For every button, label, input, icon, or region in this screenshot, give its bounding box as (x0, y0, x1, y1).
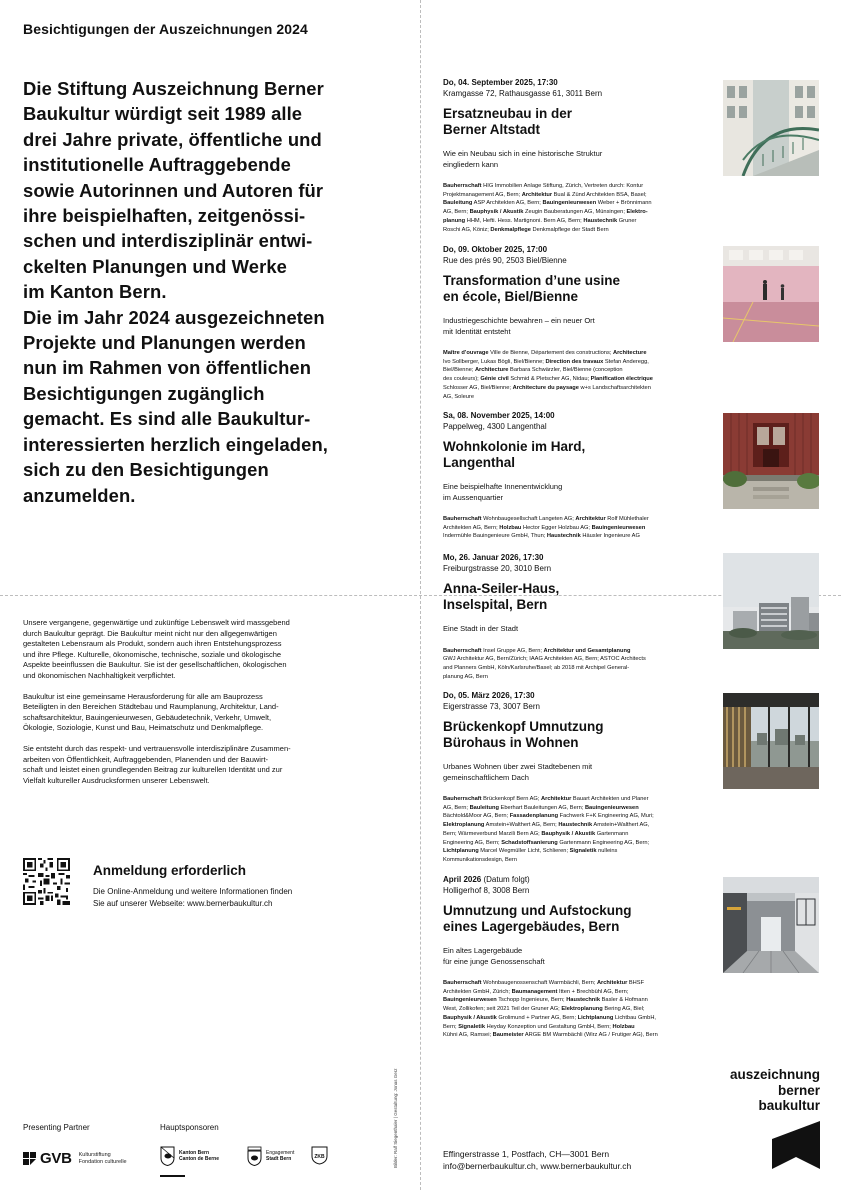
credit-role: Fassadenplanung (509, 813, 559, 820)
stadt-bern-logo[interactable] (247, 1146, 294, 1166)
credit-name: Bern; (443, 1023, 459, 1030)
event-card (443, 875, 715, 1040)
credit-name: Wohnbaugesellschaft Langeten AG; (481, 516, 576, 522)
credit-name: Zeugin Bauberatungen AG, Münsingen; (523, 209, 627, 216)
credit-name: Engineering AG, Bern; (443, 839, 502, 846)
event-title-line: Wohnkolonie im Hard, (443, 439, 586, 454)
event-title (443, 273, 715, 304)
event-date-note: (Datum folgt) (481, 875, 530, 884)
event-title-line: Brückenkopf Umnutzung (443, 719, 604, 734)
event-date (443, 875, 715, 886)
credit-name: Projektmanagement AG, Bern; (443, 191, 522, 198)
event-credits (443, 349, 715, 401)
brand-line: berner (777, 1082, 820, 1098)
credit-name: Bern; Wärmeverbund Marzili Bern AG; (443, 830, 542, 837)
text-line: Vielfalt kultureller Ausdrucksformen unserer Lebenswelt. (23, 775, 210, 785)
credit-line (443, 655, 715, 664)
credit-name: AG, Bern; (443, 209, 470, 216)
event-title (443, 581, 715, 612)
credit-line (443, 830, 715, 839)
credit-name: Marcel Wegmüller Licht, Schlieren; (478, 848, 570, 855)
event-date-value: April 2026 (443, 875, 482, 884)
event-subtitle-line: Industriegeschichte bewahren – ein neuer Ort (443, 316, 595, 325)
text-line: Ökologie, Soziologie, Kunst und Bau, Heimatschutz und Denkmalpflege. (23, 723, 264, 732)
credit-line (443, 208, 715, 217)
credit-line (443, 673, 715, 682)
credit-name: Eberhart Bauleitungen AG, Bern; (498, 804, 585, 811)
credit-role: Architektur und Gesamtplanung (543, 647, 631, 654)
credit-role: Holzbau (499, 524, 522, 531)
credit-role: Elektroplanung (561, 1006, 603, 1013)
event-date: Do, 05. März 2026, 17:30 (443, 691, 535, 700)
credit-line (443, 1005, 715, 1014)
credit-line (443, 795, 715, 804)
credit-name: HHM, Hefti. Hess. Martignoni. Bern AG, Bern; (465, 217, 584, 224)
event-subtitle-line: Eine beispielhafte Innenentwicklung (443, 482, 563, 491)
intro-line: Projekte und Planungen werden (23, 332, 306, 354)
credit-role: Bauphysik / Akustik (443, 1014, 497, 1021)
credit-role: Maître d’ouvrage (443, 350, 489, 356)
credit-name: Ivo Sollberger, Lukas Bögli, Biel/Bienne; (443, 358, 546, 365)
credit-name: Bauart Architekten und Planer (571, 796, 649, 802)
credit-name: Fachwerk F+K Engineering AG, Muri; (558, 813, 654, 820)
event-subtitle-line: Urbanes Wohnen über zwei Stadtebenen mit (443, 762, 593, 771)
credit-name: AG, Soleure (443, 393, 474, 400)
text-line: und ihre Pflege. Kulturelle, ökonomische, technische, soziale und ökologische (23, 649, 282, 659)
credit-name: ARGE BM Warmbächli (Wirz AG / Frutiger AG), Bern (523, 1032, 658, 1039)
credit-line (443, 1014, 715, 1023)
credit-name: Amstein+Walthert AG, Bern; (484, 822, 559, 829)
main-sponsors-label: Hauptsponsoren (160, 1123, 219, 1132)
text-line: schaftsarchitektur, Bauingenieurwesen, Gebäudetechnik, Verkehr, Umwelt, (23, 712, 272, 722)
credit-name: Grolimund + Partner AG, Bern; (496, 1014, 578, 1021)
credit-role: Elektro- (626, 209, 648, 216)
event-address: Kramgasse 72, Rathausgasse 61, 3011 Bern (443, 88, 603, 98)
intro-line: Die im Jahr 2024 ausgezeichneten (23, 306, 325, 328)
gvb-subtitle (79, 1152, 127, 1166)
credit-name: Stefan Anderegg, (603, 358, 649, 365)
credit-name: GWJ Architektur AG, Bern/Zürich; IAAG Architekten AG, Bern; ASTOC Architects (443, 656, 646, 663)
intro-line: Die Stiftung Auszeichnung Berner (23, 78, 324, 99)
event-subtitle-line: mit Identität entsteht (443, 326, 511, 336)
registration-info (93, 886, 353, 910)
red-wooden-houses-photo (723, 413, 819, 509)
event-card (443, 411, 715, 541)
gvb-name: GVB (40, 1150, 72, 1167)
event-address: Holligerhof 8, 3008 Bern (443, 885, 530, 895)
event-subtitle (443, 946, 715, 967)
intro-line: sowie Autorinnen und Autoren für (23, 179, 324, 201)
event-subtitle (443, 482, 715, 503)
brand-line: baukultur (758, 1098, 820, 1113)
credit-role: Bauleitung (469, 804, 499, 811)
credit-line (443, 217, 715, 226)
intro-line: Baukultur würdigt seit 1989 alle (23, 103, 303, 125)
text-line: Unsere vergangene, gegenwärtige und zukünftige Lebenswelt wird massgebend (23, 618, 290, 627)
credit-role: Haustechnik (566, 997, 601, 1004)
event-address: Pappelweg, 4300 Langenthal (443, 421, 547, 431)
credit-name: w+s Landschaftsarchitekten (578, 384, 651, 391)
credit-role: Lichtplanung (577, 1014, 614, 1021)
paragraph (23, 618, 368, 681)
intro-line: institutionelle Auftraggebende (23, 154, 291, 176)
credit-line (443, 996, 715, 1005)
credit-name: planung AG, Bern (443, 673, 488, 680)
credit-name: Barbara Schwärzler, Biel/Bienne (conception (508, 367, 623, 374)
event-subtitle (443, 316, 715, 337)
credit-line (443, 532, 715, 541)
credit-role: Signaletik (458, 1023, 486, 1030)
credit-role: Signaletik (569, 848, 597, 855)
presenting-partner-label: Presenting Partner (23, 1123, 90, 1132)
credit-name: Kühni AG, Ramsei; (443, 1032, 493, 1039)
event-credits (443, 979, 715, 1040)
credit-line (443, 647, 715, 656)
converted-warehouse-interior-photo (723, 877, 819, 973)
gvb-subtitle-line: Fondation culturelle (78, 1158, 127, 1165)
gvb-subtitle-line: Kulturstiftung (78, 1151, 111, 1158)
credit-role: Bauphysik / Akustik (469, 209, 524, 216)
event-title-line: Inselspital, Bern (443, 596, 548, 612)
credit-role: Bauherrschaft (443, 647, 482, 654)
intro-line: schen und interdisziplinär entwi- (23, 230, 313, 252)
text-line: Beteiligten in den Bereichen Städtebau und Raumplanung, Architektur, Land- (23, 702, 279, 711)
intro-line: interessierten herzlich eingeladen, (23, 433, 329, 455)
website-link[interactable]: Sie auf unserer Webseite: www.bernerbaukultur.ch (93, 899, 273, 908)
credit-name: Denkmalpflege der Stadt Bern (530, 226, 609, 233)
event-title-line: Bürohaus in Wohnen (443, 734, 579, 750)
intro-line: nun im Rahmen von öffentlichen (23, 357, 312, 379)
intro-line: ckelten Planungen und Werke (23, 255, 287, 277)
event-card (443, 691, 715, 865)
intro-line: anzumelden. (23, 484, 136, 506)
credit-line (443, 804, 715, 813)
event-title-line: Langenthal (443, 454, 516, 470)
hospital-skyline-photo (723, 553, 819, 649)
zkb-crest-icon (311, 1146, 328, 1165)
event-address: Eigerstrasse 73, 3007 Bern (443, 701, 540, 711)
credit-name: Gruner (617, 217, 637, 224)
intro-line: drei Jahre private, öffentliche und (23, 128, 322, 150)
event-subtitle-line: Eine Stadt in der Stadt (443, 624, 519, 633)
credit-name: Insel Gruppe AG, Bern; (481, 647, 544, 654)
credit-line (443, 375, 715, 384)
intro-line: im Kanton Bern. (23, 281, 167, 303)
bern-city-crest-icon (247, 1146, 262, 1166)
credit-line (443, 979, 715, 988)
credit-name: and Planners GmbH, Köln/Karlsruhe/Basel; ab 2018 mit Archipel General- (443, 664, 630, 671)
stadt-name: Stadt Bern (266, 1156, 292, 1162)
credit-role: planung (443, 217, 466, 224)
event-title-line: en école, Biel/Bienne (443, 288, 579, 304)
event-subtitle (443, 149, 715, 170)
credit-name: Häusler Ingenieure AG (580, 533, 640, 540)
credit-name: Architekten GmbH, Zürich; (443, 988, 512, 995)
credit-role: Haustechnik (558, 822, 593, 829)
credit-line (443, 847, 715, 856)
credit-role: Architektur (575, 516, 606, 522)
credit-line (443, 191, 715, 200)
credit-role: Bauherrschaft (443, 796, 482, 802)
credit-role: Bauingenieurwesen (542, 200, 597, 207)
credit-role: Bauherrschaft (443, 516, 482, 522)
event-title (443, 719, 715, 750)
credit-name: Schmid & Pletscher AG, Nidau; (508, 376, 591, 383)
credit-role: Baumeister (492, 1032, 524, 1039)
event-address: Freiburgstrasse 20, 3010 Bern (443, 563, 552, 573)
credit-name: Bächtold&Moor AG, Bern; (443, 813, 510, 820)
credit-line (443, 988, 715, 997)
credit-name: des couleurs); (443, 376, 481, 383)
credit-name: Basler & Hofmann (600, 997, 648, 1004)
credit-line (443, 524, 715, 533)
credit-name: Biel/Bienne; (443, 367, 475, 374)
event-subtitle (443, 624, 715, 635)
text-line: arbeiten von Öffentlichkeit, Auftraggebenden, Planenden und der Bauwirt- (23, 754, 269, 764)
credit-line (443, 856, 715, 865)
courtyard-building-photo (723, 80, 819, 176)
credit-name: Gartenmann (595, 830, 629, 837)
event-title-line: Umnutzung und Aufstockung (443, 903, 632, 918)
credit-name: Bering AG, Biel; (602, 1006, 645, 1013)
credit-line (443, 366, 715, 375)
credit-role: Bauherrschaft (443, 980, 482, 986)
credit-name: Itten + Brechbühl AG, Bern; (557, 988, 629, 995)
credit-role: Architektur (596, 980, 628, 986)
text-line: Die Online-Anmeldung und weitere Informationen finden (93, 887, 293, 896)
gvb-logo[interactable] (23, 1150, 127, 1167)
event-title (443, 439, 715, 470)
document-title: Besichtigungen der Auszeichnungen 2024 (23, 21, 308, 37)
event-date: Mo, 26. Januar 2026, 17:30 (443, 553, 544, 562)
event-credits (443, 515, 715, 541)
credit-line (443, 393, 715, 402)
credit-name: Kommunikationsdesign, Bern (443, 856, 517, 863)
credit-name: Architekten AG, Bern; (443, 524, 500, 531)
credit-role: Bauingenieurwesen (591, 524, 646, 531)
contact-info (443, 1148, 631, 1172)
image-credits: Bilder: Ralf Siegenthaler | Gestaltung: Jonas Gerz (393, 1068, 398, 1168)
event-title-line: Berner Altstadt (443, 121, 541, 137)
credit-role: Schadstoffsanierung (501, 839, 558, 846)
credit-name: Ville de Bienne, Département des constructions; (488, 350, 613, 356)
qr-code-icon[interactable] (23, 858, 70, 905)
credit-line (443, 358, 715, 367)
apartment-window-view-photo (723, 693, 819, 789)
zkb-logo[interactable] (311, 1146, 328, 1165)
event-credits (443, 795, 715, 865)
text-line: durch Baukultur geprägt. Die Baukultur meint nicht nur den allgegenwärtigen (23, 628, 277, 638)
event-address: Rue des prés 90, 2503 Biel/Bienne (443, 255, 567, 265)
credit-line (443, 839, 715, 848)
credit-line (443, 812, 715, 821)
email-website-link[interactable]: info@bernerbaukultur.ch, www.bernerbaukultur.ch (443, 1161, 632, 1171)
credit-role: Haustechnik (583, 217, 618, 224)
credit-role: Bauingenieurwesen (584, 804, 639, 811)
event-card (443, 78, 715, 234)
credit-name: nulleins (596, 848, 618, 855)
event-subtitle-line: eingliedern kann (443, 159, 499, 169)
canton-name: Canton de Berne (179, 1156, 220, 1162)
event-date: Do, 04. September 2025, 17:30 (443, 78, 558, 87)
credit-line (443, 821, 715, 830)
text-line: und ökonomischen Nachhaltigkeit verpflichtet. (23, 670, 176, 680)
credit-line (443, 1023, 715, 1032)
credit-line (443, 226, 715, 235)
paragraph (23, 692, 368, 734)
event-title (443, 106, 715, 137)
event-credits (443, 182, 715, 234)
text-line: schaft und leistet einen grundlegenden Beitrag zur kulturellen Identität und zur (23, 765, 283, 774)
credit-name: Brückenkopf Bern AG; (481, 796, 541, 802)
credit-line (443, 182, 715, 191)
credit-role: Architektur (521, 191, 553, 198)
credit-role: Lichtplanung (443, 848, 479, 855)
event-subtitle-line: für eine junge Genossenschaft (443, 956, 545, 966)
brand-wordmark (730, 1067, 820, 1114)
event-subtitle-line: gemeinschaftlichem Dach (443, 772, 529, 782)
credit-name: AG, Bern; (443, 804, 470, 811)
credit-role: Bauingenieurwesen (443, 997, 497, 1004)
credit-role: Elektroplanung (443, 822, 485, 829)
credit-name: Wohnbaugenossenschaft Warmbächli, Bern; (481, 980, 597, 986)
credit-name: Roschi AG, Köniz; (443, 226, 491, 233)
event-date: Do, 09. Oktober 2025, 17:00 (443, 245, 548, 254)
credit-name: Amstein+Walthert AG, (592, 822, 650, 829)
event-date: Sa, 08. November 2025, 14:00 (443, 411, 555, 420)
credit-role: Bauherrschaft (443, 183, 482, 189)
stadt-engagement: Engagement (266, 1149, 295, 1156)
text-line: Sie entsteht durch das respekt- und vertrauensvolle interdisziplinäre Zusammen- (23, 744, 291, 753)
credit-role: Bauphysik / Akustik (541, 830, 596, 837)
credit-name: ASP Architekten AG, Bern; (472, 200, 543, 207)
credit-role: Génie civil (480, 376, 509, 383)
credit-name: Tschopp Ingenieure, Bern; (496, 997, 567, 1004)
credit-name: Bual & Zünd Architekten BSA, Basel; (552, 191, 647, 198)
credit-role: Architecture du paysage (512, 384, 579, 391)
intro-line: ihre beispielhaften, zeitgenössi- (23, 205, 306, 227)
baukultur-description (23, 618, 368, 797)
credit-line (443, 349, 715, 358)
gvb-mark-icon (23, 1152, 36, 1165)
credit-line (443, 1031, 715, 1040)
pink-school-hall-photo (723, 246, 819, 342)
bern-bear-crest-icon (160, 1146, 175, 1166)
intro-line: sich zu den Besichtigungen (23, 459, 269, 481)
credit-name: Rolf Mühlethaler (605, 516, 649, 522)
event-subtitle-line: Ein altes Lagergebäude (443, 946, 523, 955)
credit-role: Architecture (612, 350, 647, 356)
credit-name: Heyday Konzeption und Gestaltung GmbH, Bern; (485, 1023, 613, 1030)
brand-line: auszeichnung (729, 1067, 820, 1082)
credit-line (443, 384, 715, 393)
intro-line: Besichtigungen zugänglich (23, 382, 265, 404)
credit-role: Direction des travaux (545, 358, 604, 365)
credit-name: Hector Egger Holzbau AG; (521, 524, 592, 531)
event-subtitle (443, 762, 715, 783)
intro-statement (23, 76, 368, 508)
event-title (443, 903, 715, 934)
credit-name: Gartenmann Engineering AG, Bern; (557, 839, 650, 846)
credit-name: Schlosser AG, Biel/Bienne; (443, 384, 513, 391)
event-card (443, 553, 715, 681)
credit-name: Weber + Brönnimann (596, 200, 652, 207)
credit-role: Architektur (541, 796, 572, 802)
kanton-bern-logo[interactable] (160, 1146, 219, 1166)
text-line: Baukultur ist eine gemeinsame Herausforderung für alle am Bauprozess (23, 691, 263, 701)
event-title-line: Anna-Seiler-Haus, (443, 581, 560, 596)
event-card (443, 245, 715, 401)
event-title-line: eines Lagergebäudes, Bern (443, 918, 620, 934)
credit-role: Bauleitung (443, 200, 473, 207)
sponsor-underline (160, 1175, 185, 1177)
text-line: Aspekte beeinflussen die Baukultur. Sie ist der gesellschaftlichen, ökologischen (23, 660, 287, 669)
credit-name: West, Zollikofen; seit 2021 Teil der Gruner AG; (443, 1006, 562, 1013)
credit-role: Baumanagement (511, 988, 558, 995)
event-subtitle-line: Wie ein Neubau sich in eine historische Struktur (443, 149, 603, 158)
intro-line: gemacht. Es sind alle Baukultur- (23, 408, 311, 430)
event-subtitle-line: im Aussenquartier (443, 492, 504, 502)
credit-role: Planification électrique (590, 376, 653, 383)
event-credits (443, 647, 715, 682)
event-title-line: Transformation d’une usine (443, 273, 621, 288)
credit-role: Haustechnik (546, 533, 581, 540)
paragraph (23, 744, 368, 786)
credit-name: BHSF (627, 980, 645, 986)
credit-name: Indermühle Bauingenieure GmbH, Thun; (443, 533, 547, 540)
credit-line (443, 515, 715, 524)
credit-role: Architecture (474, 367, 509, 374)
kanton-name: Kanton Bern (179, 1149, 209, 1156)
credit-line (443, 664, 715, 673)
zkb-text: ZKB (314, 1154, 325, 1160)
event-title-line: Ersatzneubau in der (443, 106, 573, 121)
brand-logo-icon (772, 1121, 820, 1169)
credit-name: Lichtbau GmbH, (613, 1014, 657, 1021)
postal-address: Effingerstrasse 1, Postfach, CH—3001 Bern (443, 1149, 610, 1159)
credit-role: Denkmalpflege (490, 226, 531, 233)
registration-title: Anmeldung erforderlich (93, 863, 247, 878)
text-line: gestalteten Lebensraum als Produkt, sondern auch ihren Entstehungsprozess (23, 639, 282, 648)
credit-role: Holzbau (612, 1023, 635, 1030)
credit-name: HIG Immobilien Anlage Stiftung, Zürich, Vertreten durch: Kontur (481, 183, 644, 189)
credit-line (443, 199, 715, 208)
